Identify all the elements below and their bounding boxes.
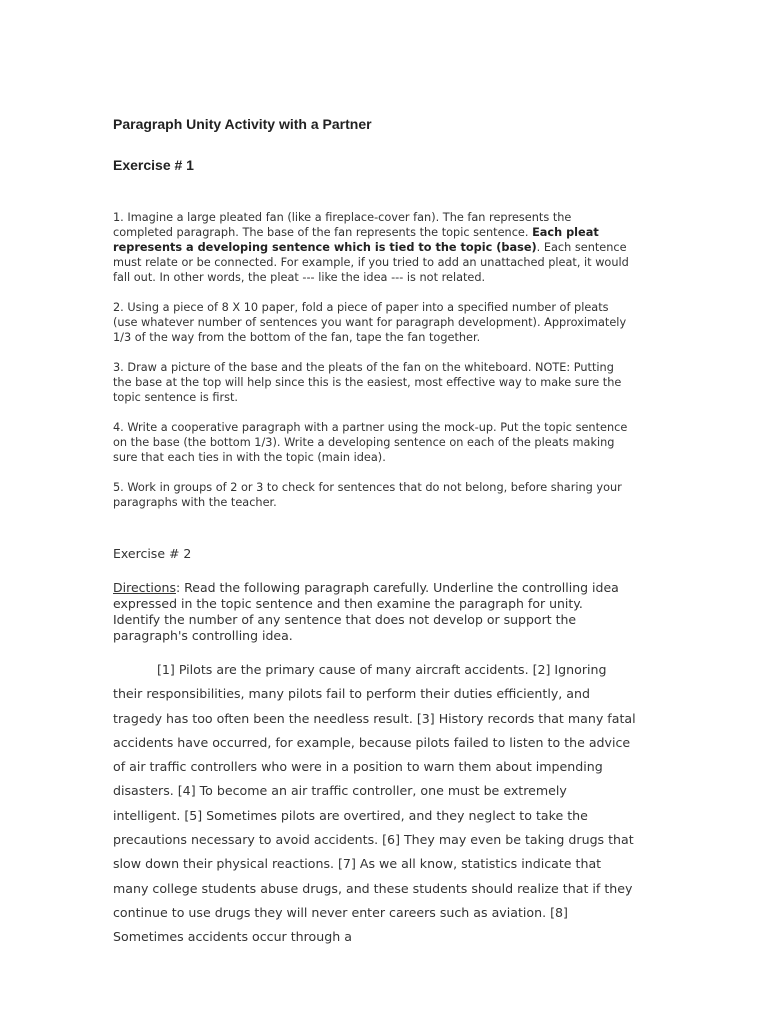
step-1-bold-text: Each pleat represents a developing sentence which is tied to the topic (base) <box>113 226 599 254</box>
exercise-1-steps <box>113 210 633 525</box>
directions-text: : Read the following paragraph carefully. Underline the controlling idea expressed in the topic sentence and then examine the paragraph for unity. Identify the number of any sentence that does not develop or support the paragraph's controlling idea. <box>113 580 619 643</box>
step-5 <box>113 480 633 510</box>
exercise-2-heading: Exercise # 2 <box>113 546 192 561</box>
step-4-text: 4. Write a cooperative paragraph with a partner using the mock-up. Put the topic sentence on the base (the bottom 1/3). Write a developing sentence on each of the pleats making sure that each ties in with the topic (main idea). <box>113 421 628 464</box>
exercise-2-passage: [1] Pilots are the primary cause of many aircraft accidents. [2] Ignoring their responsibilities, many pilots fail to perform their duties efficiently, and tragedy has too often been the needless result. [3] History records that many fatal accidents have occurred, for example, because pilots failed to listen to the advice of air traffic controllers who were in a position to warn them about impending disasters. [4] To become an air traffic controller, one must be extremely intelligent. [5] Sometimes pilots are overtired, and they neglect to take the precautions necessary to avoid accidents. [6] They may even be taking drugs that slow down their physical reactions. [7] As we all know, statistics indicate that many college students abuse drugs, and these students should realize that if they continue to use drugs they will never enter careers such as aviation. [8] Sometimes accidents occur through a <box>113 662 636 945</box>
step-1-text: 1. Imagine a large pleated fan (like a fireplace-cover fan). The fan represents the completed paragraph. The base of the fan represents the topic sentence. <box>113 211 572 239</box>
step-5-text: 5. Work in groups of 2 or 3 to check for sentences that do not belong, before sharing your paragraphs with the teacher. <box>113 481 622 509</box>
exercise-1-heading: Exercise # 1 <box>113 157 194 173</box>
exercise-2-directions <box>113 580 633 644</box>
step-3 <box>113 360 633 405</box>
step-4 <box>113 420 633 465</box>
document-title: Paragraph Unity Activity with a Partner <box>113 116 372 132</box>
directions-label: Directions <box>113 580 176 595</box>
step-2-text: 2. Using a piece of 8 X 10 paper, fold a piece of paper into a specified number of pleats (use whatever number of sentences you want for paragraph development). Approximately 1/3 of the way from the bottom of the fan, tape the fan together. <box>113 301 627 344</box>
step-3-text: 3. Draw a picture of the base and the pleats of the fan on the whiteboard. NOTE: Putting the base at the top will help since this is the easiest, most effective way to make sure the topic sentence is first. <box>113 361 622 404</box>
step-1-text-end: . Each sentence must relate or be connected. For example, if you tried to add an unattached pleat, it would fall out. In other words, the pleat --- like the idea --- is not related. <box>113 241 629 284</box>
step-2 <box>113 300 633 345</box>
step-1 <box>113 210 633 285</box>
